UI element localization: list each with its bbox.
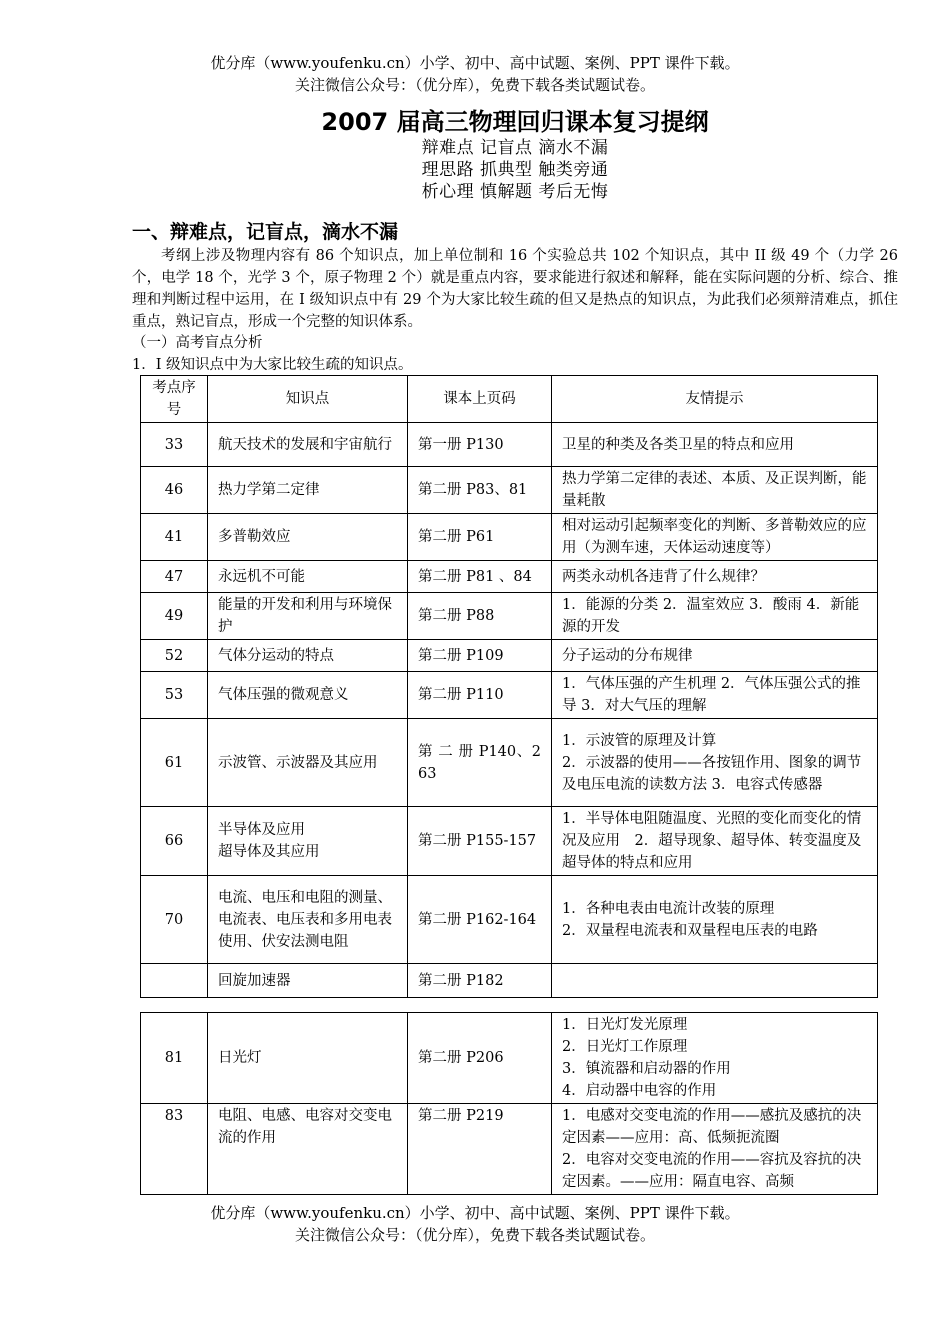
subtitle-2: 理思路 抓典型 触类旁通 <box>421 160 609 180</box>
knowledge-table <box>140 375 878 998</box>
tip-line: 1．电感对交变电流的作用——感抗及感抗的决定因素——应用：高、低频扼流圈 <box>562 1108 862 1146</box>
tip-line: 1．半导体电阻随温度、光照的变化而变化的情况及应用 2．超导现象、超导体、转变温度及超导体的特点和应用 <box>562 811 862 871</box>
table-row <box>141 807 878 876</box>
cell-page: 第二册 P162-164 <box>408 876 552 964</box>
cell-tips <box>552 719 878 807</box>
cell-topic-line: 半导体及应用 <box>218 822 305 838</box>
cell-point-number: 81 <box>141 1013 208 1104</box>
cell-topic: 气体压强的微观意义 <box>208 672 408 719</box>
cell-point-number: 70 <box>141 876 208 964</box>
tip-line: 4．启动器中电容的作用 <box>562 1083 717 1099</box>
tip-line: 两类永动机各违背了什么规律？ <box>562 568 765 585</box>
header-line-1: 优分库（www.youfenku.cn）小学、初中、高中试题、案例、PPT 课件下载。 <box>210 54 740 72</box>
table-row <box>141 1104 878 1195</box>
table-row <box>141 672 878 719</box>
cell-tips <box>552 807 878 876</box>
header-cell-tips: 友情提示 <box>552 376 878 423</box>
cell-point-number: 46 <box>141 467 208 514</box>
cell-tips <box>552 514 878 561</box>
table-row <box>141 964 878 998</box>
tip-line: 3．镇流器和启动器的作用 <box>562 1061 731 1077</box>
cell-point-number: 52 <box>141 640 208 672</box>
cell-point-number: 83 <box>141 1104 208 1195</box>
cell-page: 第 二 册 P140、263 <box>408 719 552 807</box>
cell-tips <box>552 1104 878 1195</box>
table-row <box>141 719 878 807</box>
cell-tips <box>552 640 878 672</box>
table-row <box>141 593 878 640</box>
cell-tips <box>552 423 878 467</box>
tip-line: 2．双量程电流表和双量程电压表的电路 <box>562 922 818 939</box>
cell-page: 第二册 P206 <box>408 1013 552 1104</box>
cell-page: 第一册 P130 <box>408 423 552 467</box>
tip-line: 相对运动引起频率变化的判断、多普勒效应的应用（为测车速，天体运动速度等） <box>562 518 867 556</box>
footer-line-1: 优分库（www.youfenku.cn）小学、初中、高中试题、案例、PPT 课件下载。 <box>210 1204 740 1222</box>
section-heading: 一、辩难点，记盲点，滴水不漏 <box>132 221 399 243</box>
cell-page: 第二册 P219 <box>408 1104 552 1195</box>
cell-point-number: 66 <box>141 807 208 876</box>
table-row <box>141 561 878 593</box>
tip-line: 热力学第二定律的表述、本质、及正误判断，能量耗散 <box>562 471 867 509</box>
tip-line: 2．日光灯工作原理 <box>562 1039 688 1055</box>
subtitle-3: 析心理 慎解题 考后无悔 <box>421 182 609 202</box>
cell-topic: 航天技术的发展和宇宙航行 <box>208 423 408 467</box>
cell-topic: 日光灯 <box>208 1013 408 1104</box>
cell-tips <box>552 1013 878 1104</box>
cell-tips <box>552 876 878 964</box>
intro-paragraph: 考纲上涉及物理内容有 86 个知识点，加上单位制和 16 个实验总共 102 个知识点，其中 II 级 49 个（力学 26 个，电学 18 个，光学 3 个，原子物理 2 个）就是重点内容，要求能进行叙述和解释，能在实际问题的分析、综合、推理和判断过程中运用，在 I 级知识点中有 29 个为大家比较生疏的但又是热点的知识点，为此我们必须辩清难点，抓住重点，熟记盲点，形成一个完整的知识体系。 <box>132 248 898 330</box>
table-header-row <box>141 376 878 423</box>
cell-page: 第二册 P182 <box>408 964 552 998</box>
cell-page: 第二册 P110 <box>408 672 552 719</box>
cell-page: 第二册 P109 <box>408 640 552 672</box>
document-title: 2007 届高三物理回归课本复习提纲 <box>321 108 709 136</box>
tip-line: 1．各种电表由电流计改装的原理 <box>562 900 775 917</box>
cell-page: 第二册 P61 <box>408 514 552 561</box>
cell-tips <box>552 467 878 514</box>
sub-heading: （一）高考盲点分析 <box>132 335 263 351</box>
tip-line: 1．日光灯发光原理 <box>562 1017 688 1033</box>
header-line-2: 关注微信公众号：（优分库），免费下载各类试题试卷。 <box>294 76 655 94</box>
cell-tips <box>552 964 878 998</box>
tip-line: 卫星的种类及各类卫星的特点和应用 <box>562 436 794 453</box>
cell-page: 第二册 P88 <box>408 593 552 640</box>
cell-topic: 能量的开发和利用与环境保护 <box>208 593 408 640</box>
cell-point-number <box>141 964 208 998</box>
tip-line: 2．电容对交变电流的作用——容抗及容抗的决定因素。——应用：隔直电容、高频 <box>562 1152 862 1190</box>
cell-page: 第二册 P155-157 <box>408 807 552 876</box>
cell-point-number: 61 <box>141 719 208 807</box>
subtitle-1: 辩难点 记盲点 滴水不漏 <box>421 138 609 158</box>
cell-topic: 永远机不可能 <box>208 561 408 593</box>
cell-page: 第二册 P83、81 <box>408 467 552 514</box>
header-cell-page: 课本上页码 <box>408 376 552 423</box>
cell-point-number: 47 <box>141 561 208 593</box>
footer-line-2: 关注微信公众号：（优分库），免费下载各类试题试卷。 <box>294 1226 655 1244</box>
cell-topic: 气体分运动的特点 <box>208 640 408 672</box>
cell-point-number: 49 <box>141 593 208 640</box>
table-row <box>141 514 878 561</box>
cell-tips <box>552 593 878 640</box>
cell-topic: 示波管、示波器及其应用 <box>208 719 408 807</box>
header-cell-no: 考点序号 <box>141 376 208 423</box>
cell-point-number: 53 <box>141 672 208 719</box>
cell-topic: 多普勒效应 <box>208 514 408 561</box>
table-row <box>141 467 878 514</box>
table-row <box>141 640 878 672</box>
cell-topic <box>208 807 408 876</box>
tip-line: 1．气体压强的产生机理 2．气体压强公式的推导 3．对大气压的理解 <box>562 676 861 714</box>
cell-topic-line: 超导体及其应用 <box>218 844 320 860</box>
list-heading: 1．I 级知识点中为大家比较生疏的知识点。 <box>132 357 413 373</box>
table-row <box>141 423 878 467</box>
cell-point-number: 41 <box>141 514 208 561</box>
cell-topic: 回旋加速器 <box>208 964 408 998</box>
tip-line: 1．示波管的原理及计算 <box>562 732 717 749</box>
cell-topic: 电流、电压和电阻的测量、电流表、电压表和多用电表使用、伏安法测电阻 <box>208 876 408 964</box>
cell-topic: 热力学第二定律 <box>208 467 408 514</box>
cell-page: 第二册 P81 、84 <box>408 561 552 593</box>
cell-tips <box>552 672 878 719</box>
cell-tips <box>552 561 878 593</box>
cell-topic: 电阻、电感、电容对交变电流的作用 <box>208 1104 408 1195</box>
table-row <box>141 1013 878 1104</box>
tip-line: 2．示波器的使用——各按钮作用、图象的调节及电压电流的读数方法 3．电容式传感器 <box>562 754 862 793</box>
header-cell-topic: 知识点 <box>208 376 408 423</box>
knowledge-table-continued <box>140 1012 878 1195</box>
cell-point-number: 33 <box>141 423 208 467</box>
table-row <box>141 876 878 964</box>
tip-line: 分子运动的分布规律 <box>562 647 693 664</box>
tip-line: 1．能源的分类 2．温室效应 3．酸雨 4．新能源的开发 <box>562 597 860 635</box>
